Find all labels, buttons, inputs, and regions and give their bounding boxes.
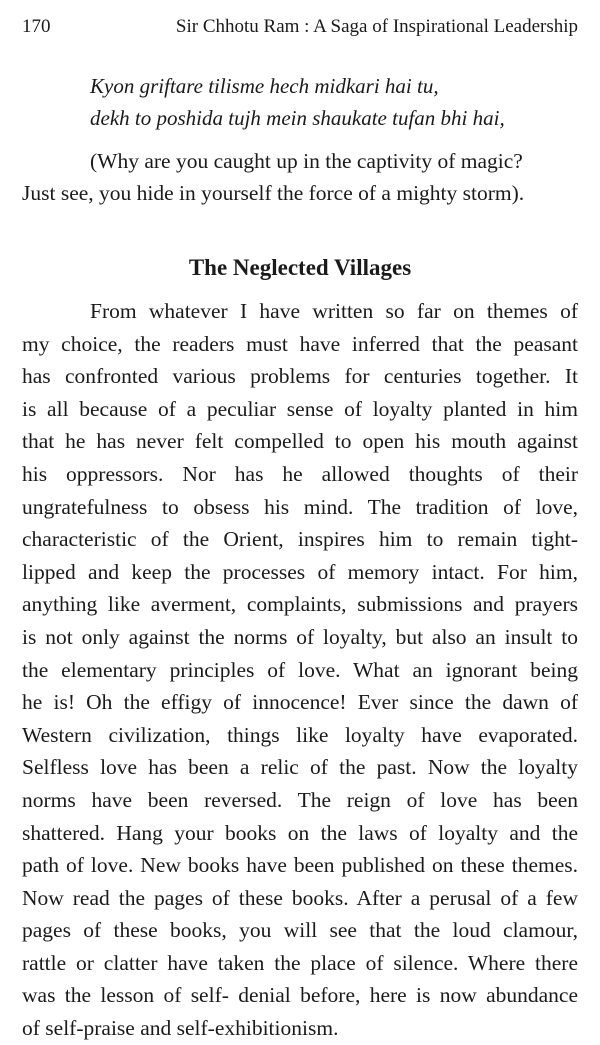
- paragraph-line: was the lesson of self- denial before, here is now abundance: [22, 983, 578, 1008]
- section-heading: The Neglected Villages: [188, 255, 412, 280]
- paragraph-line: his oppressors. Nor has he allowed thoughts of their: [22, 461, 578, 486]
- paragraph-line: is not only against the norms of loyalty, but also an insult to: [22, 624, 578, 649]
- running-title: Sir Chhotu Ram : A Saga of Inspirational Leadership: [175, 16, 578, 37]
- paragraph-line: norms have been reversed. The reign of love has been: [22, 787, 578, 812]
- paragraph-line: Now read the pages of these books. After a perusal of a few: [22, 885, 578, 910]
- paragraph-line: From whatever I have written so far on themes of: [90, 299, 578, 323]
- paragraph-line: he is! Oh the effigy of innocence! Ever since the dawn of: [22, 690, 578, 715]
- page-number: 170: [22, 16, 51, 37]
- verse-line: dekh to poshida tujh mein shaukate tufan bhi hai,: [90, 106, 505, 130]
- paragraph-line: the elementary principles of love. What an ignorant being: [22, 657, 578, 682]
- paragraph-line: my choice, the readers must have inferred that the peasant: [22, 331, 578, 356]
- paragraph-line: rattle or clatter have taken the place of silence. Where there: [22, 950, 578, 975]
- verse-line: Kyon griftare tilisme hech midkari hai tu,: [90, 74, 439, 98]
- paragraph-line: is all because of a peculiar sense of loyalty planted in him: [22, 396, 578, 421]
- paragraph-line: ungratefulness to obsess his mind. The tradition of love,: [22, 494, 578, 519]
- paragraph-line: shattered. Hang your books on the laws of loyalty and the: [22, 820, 578, 845]
- paragraph-line: anything like averment, complaints, submissions and prayers: [22, 592, 578, 617]
- translation-line: Just see, you hide in yourself the force of a mighty storm).: [22, 181, 525, 205]
- page-header: [22, 14, 578, 40]
- verse-block: [90, 70, 580, 134]
- paragraph-line: pages of these books, you will see that the loud clamour,: [22, 918, 578, 943]
- translation-line: (Why are you caught up in the captivity of magic?: [90, 149, 523, 173]
- paragraph-line: Selfless love has been a relic of the past. Now the loyalty: [22, 755, 578, 780]
- paragraph-line: lipped and keep the processes of memory intact. For him,: [22, 559, 578, 584]
- body-paragraph: [22, 295, 578, 1045]
- translation-block: [22, 145, 578, 209]
- paragraph-line: that he has never felt compelled to open his mouth against: [22, 429, 578, 454]
- paragraph-line: characteristic of the Orient, inspires him to remain tight-: [22, 527, 578, 552]
- paragraph-line: Western civilization, things like loyalty have evaporated.: [22, 722, 578, 747]
- paragraph-line: path of love. New books have been published on these themes.: [22, 853, 578, 878]
- paragraph-line: of self-praise and self-exhibitionism.: [22, 1016, 339, 1041]
- paragraph-line: has confronted various problems for centuries together. It: [22, 364, 578, 389]
